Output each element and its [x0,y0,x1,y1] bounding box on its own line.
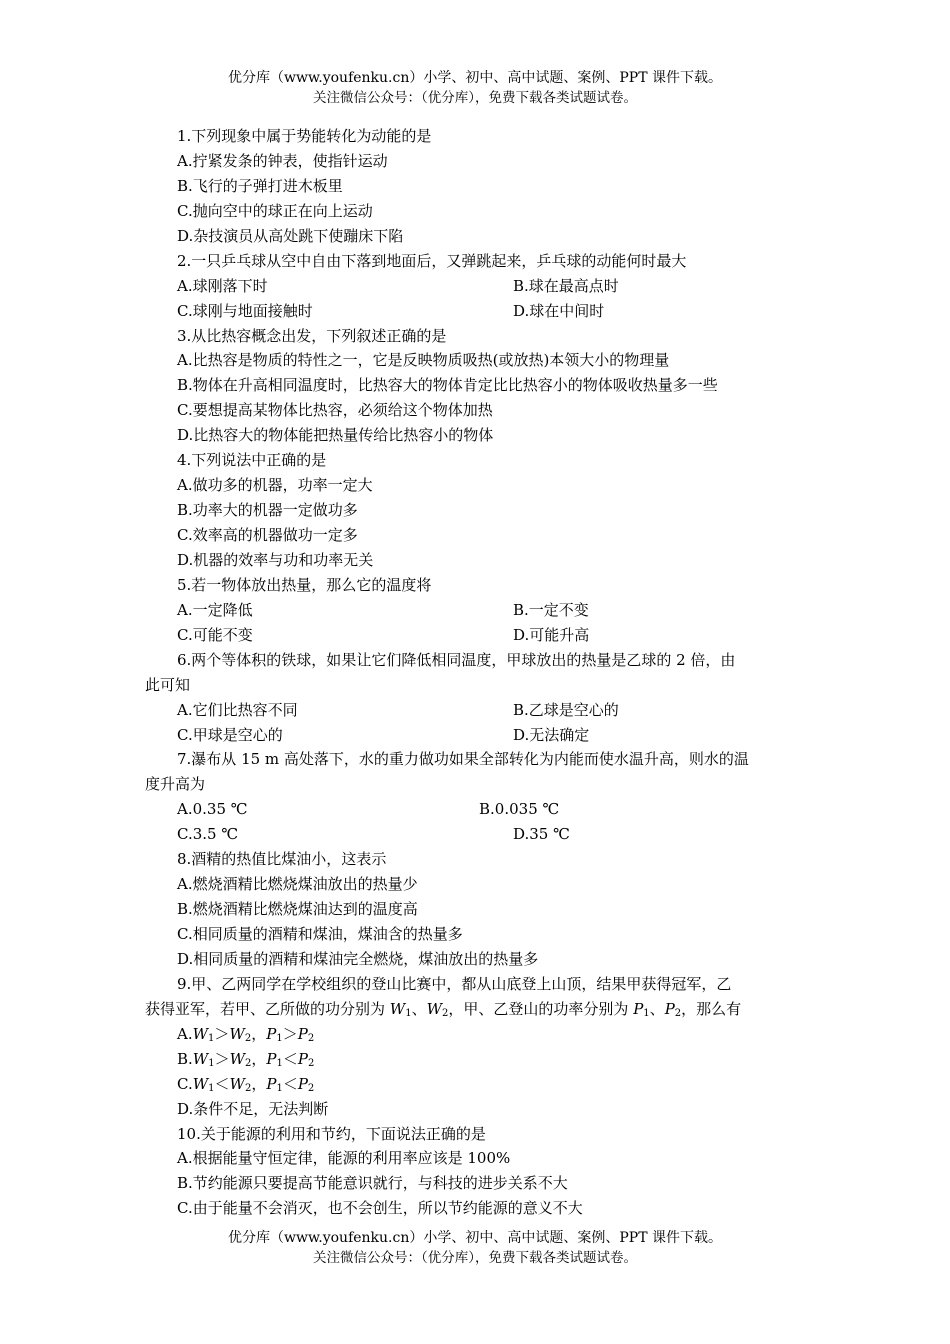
question-7-option-d: D.35 ℃ [513,825,570,844]
question-1-stem: 1.下列现象中属于势能转化为动能的是 [177,127,432,145]
question-7-option-c: C.3.5 ℃ [177,825,239,844]
question-3-stem: 3.从比热容概念出发，下列叙述正确的是 [177,326,447,345]
question-9-option-a: $A.W_1>W_2$，$P_1>P_2$ [177,1024,315,1044]
question-list [145,124,810,1221]
question-2-option-c: C.球刚与地面接触时 [177,301,313,320]
question-5-option-d: D.可能升高 [513,625,590,644]
question-5-options-row-1 [145,598,810,623]
question-2-option-b: B.球在最高点时 [513,276,619,295]
header-line-1: 优分库（www.youfenku.cn）小学、初中、高中试题、案例、PPT 课件下载。 [227,70,722,86]
footer-line-2: 关注微信公众号：（优分库），免费下载各类试题试卷。 [313,1250,637,1266]
question-9-stem-line-2: 获得亚军，若甲、乙所做的功分别为 $W_1$、$W_2$，甲、乙登山的功率分别为 $P_1$、$P_2$，那么有 [145,999,742,1019]
question-10-option-c: C.由于能量不会消灭，也不会创生，所以节约能源的意义不大 [177,1199,583,1218]
question-6-options-row-2 [145,723,810,748]
question-5-option-b: B.一定不变 [513,600,589,619]
question-3-option-d: D.比热容大的物体能把热量传给比热容小的物体 [177,426,494,445]
question-10-stem: 10.关于能源的利用和节约，下面说法正确的是 [177,1124,486,1143]
question-4-option-c: C.效率高的机器做功一定多 [177,526,358,544]
question-4-option-b: B.功率大的机器一定做功多 [177,501,358,520]
question-8-option-d: D.相同质量的酒精和煤油完全燃烧，煤油放出的热量多 [177,949,539,968]
question-4-stem: 4.下列说法中正确的是 [177,451,327,470]
question-5-option-a: A.一定降低 [177,600,253,619]
question-9-stem-line-1: 9.甲、乙两同学在学校组织的登山比赛中，都从山底登上山顶，结果甲获得冠军，乙 [177,974,732,993]
question-7-option-a: A.0.35 ℃ [177,800,248,819]
question-10-option-a: A.根据能量守恒定律，能源的利用率应该是 100% [177,1149,511,1168]
question-3-option-a: A.比热容是物质的特性之一，它是反映物质吸热(或放热)本领大小的物理量 [177,351,670,370]
question-7-option-b: B.0.035 ℃ [479,800,560,819]
page-header [0,68,950,108]
question-2-option-a: A.球刚落下时 [177,276,268,295]
question-7-stem-line-1: 7.瀑布从 15 m 高处落下，水的重力做功如果全部转化为内能而使水温升高，则水的温 [177,750,749,769]
question-8-option-c: C.相同质量的酒精和煤油，煤油含的热量多 [177,925,463,943]
question-7-options-row-1 [145,797,810,822]
question-9-option-d: D.条件不足，无法判断 [177,1099,329,1118]
question-6-option-b: B.乙球是空心的 [513,700,619,719]
question-2-stem: 2.一只乒乓球从空中自由下落到地面后，又弹跳起来，乒乓球的动能何时最大 [177,251,687,270]
question-7-options-row-2 [145,822,810,847]
question-7-stem-line-2: 度升高为 [145,775,206,794]
question-5-stem: 5.若一物体放出热量，那么它的温度将 [177,575,432,594]
question-9-option-c: $C.W_1<W_2$，$P_1<P_2$ [177,1074,315,1094]
question-8-stem: 8.酒精的热值比煤油小，这表示 [177,850,387,869]
question-6-options-row-1 [145,698,810,723]
question-4-option-d: D.机器的效率与功和功率无关 [177,550,374,569]
footer-line-1: 优分库（www.youfenku.cn）小学、初中、高中试题、案例、PPT 课件下载。 [227,1230,722,1246]
question-6-option-a: A.它们比热容不同 [177,700,298,719]
question-5-options-row-2 [145,623,810,648]
question-1-option-b: B.飞行的子弹打进木板里 [177,176,343,195]
question-6-option-d: D.无法确定 [513,725,590,744]
question-1-option-a: A.拧紧发条的钟表，使指针运动 [177,151,388,170]
question-9-option-b: $B.W_1>W_2$，$P_1<P_2$ [177,1049,315,1069]
question-6-option-c: C.甲球是空心的 [177,725,283,744]
question-2-options-row-1 [145,274,810,299]
question-2-option-d: D.球在中间时 [513,301,605,320]
question-1-option-d: D.杂技演员从高处跳下使蹦床下陷 [177,226,404,245]
question-1-option-c: C.抛向空中的球正在向上运动 [177,201,373,220]
question-8-option-b: B.燃烧酒精比燃烧煤油达到的温度高 [177,900,418,919]
question-3-option-c: C.要想提高某物体比热容，必须给这个物体加热 [177,401,493,420]
question-5-option-c: C.可能不变 [177,625,253,644]
header-line-2: 关注微信公众号：（优分库），免费下载各类试题试卷。 [313,90,637,106]
question-6-stem-line-1: 6.两个等体积的铁球，如果让它们降低相同温度，甲球放出的热量是乙球的 2 倍，由 [177,650,736,669]
question-10-option-b: B.节约能源只要提高节能意识就行，与科技的进步关系不大 [177,1174,568,1193]
question-6-stem-line-2: 此可知 [145,675,191,694]
question-4-option-a: A.做功多的机器，功率一定大 [177,476,373,495]
question-3-option-b: B.物体在升高相同温度时，比热容大的物体肯定比比热容小的物体吸收热量多一些 [177,376,718,395]
page-footer [0,1228,950,1268]
question-2-options-row-2 [145,299,810,324]
question-8-option-a: A.燃烧酒精比燃烧煤油放出的热量少 [177,875,418,894]
